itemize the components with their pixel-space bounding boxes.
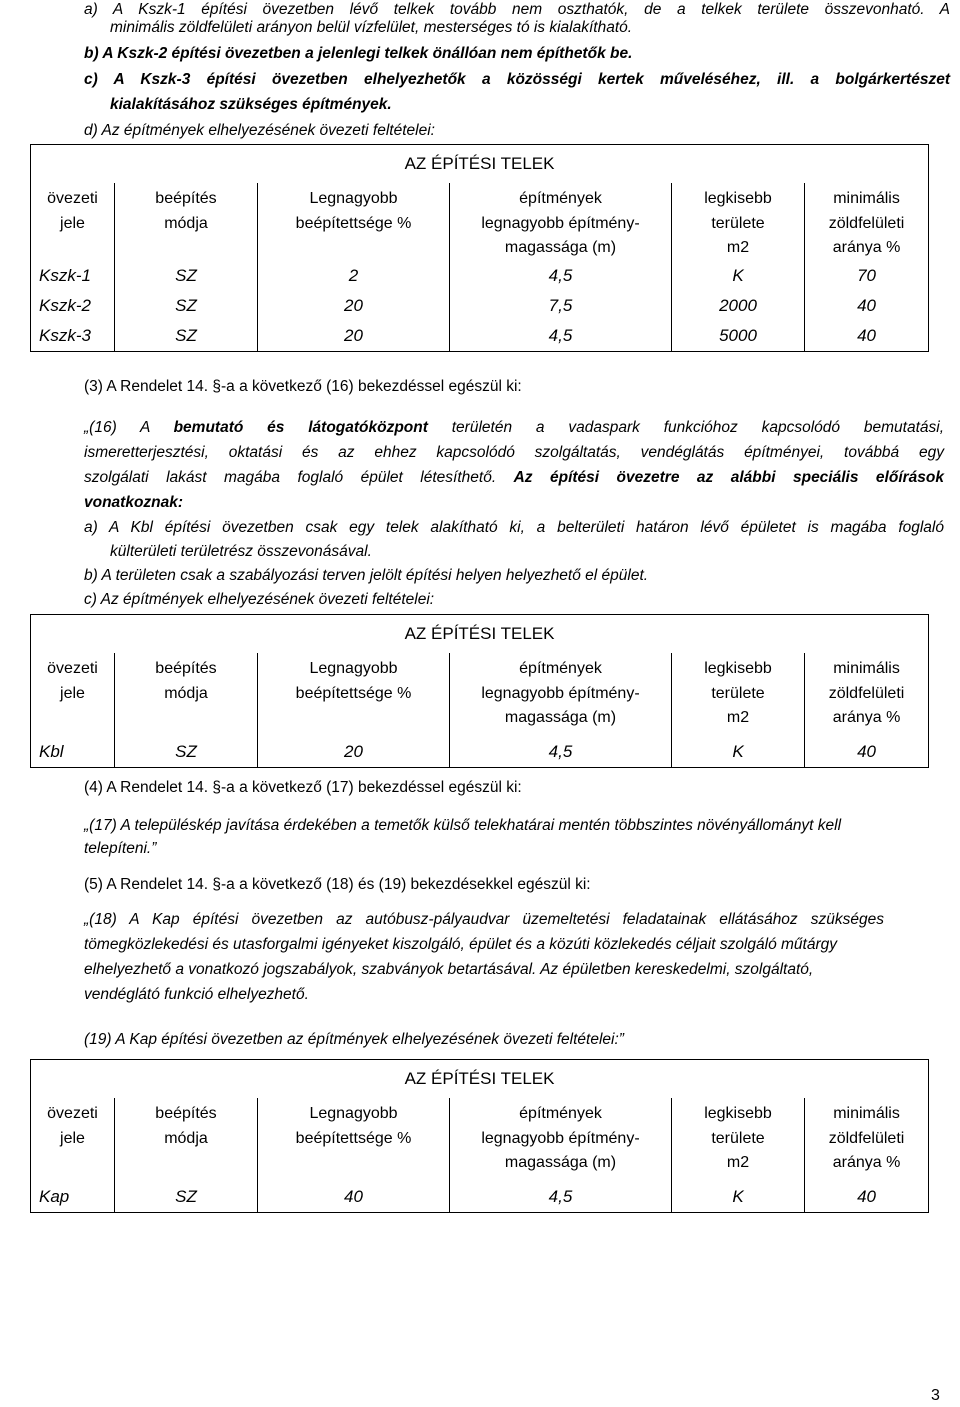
header-terulet: legkisebb területe m2 [672,183,805,261]
header-ovezeti-jele: övezeti jele [31,653,115,737]
text-line: b) A területen csak a szabályozási terven jelölt építési helyen helyezhető el épület. [84,567,649,584]
text-line: vendéglátó funkció elhelyezhető. [84,986,309,1003]
header-beepites-modja: beépítés módja [115,183,258,261]
page-number: 3 [931,1387,940,1404]
zoning-table-3 [30,1059,929,1213]
table-row: Kap SZ 40 4,5 K 40 [31,1182,929,1213]
header-beepitettseg: Legnagyobb beépítettsége % [258,1098,450,1182]
header-zoldfelulet: minimális zöldfelületi aránya % [805,653,929,737]
section-intro: (4) A Rendelet 14. §-a a következő (17) bekezdéssel egészül ki: [84,779,522,796]
zoning-table-2 [30,614,929,768]
text-line: c) Az építmények elhelyezésének övezeti feltételei: [84,591,435,608]
text-line: minimális zöldfelületi arányon belül vízfelület, mesterséges tó is kialakítható. [110,19,633,36]
text-line: kialakításához szükséges építmények. [110,96,392,113]
text-line: d) Az építmények elhelyezésének övezeti feltételei: [84,122,435,139]
text-line: „(16) A bemutató és látogatóközpont területén a vadaspark funkcióhoz kapcsolódó bemutatási, [84,419,944,436]
header-beepitettseg: Legnagyobb beépítettsége % [258,183,450,261]
header-terulet: legkisebb területe m2 [672,1098,805,1182]
text-line: telepíteni.” [84,840,157,857]
header-beepites-modja: beépítés módja [115,653,258,737]
section-intro: (3) A Rendelet 14. §-a a következő (16) bekezdéssel egészül ki: [84,378,522,395]
table-caption: AZ ÉPÍTÉSI TELEK [31,1060,929,1099]
text-line: (19) A Kap építési övezetben az építmények elhelyezésének övezeti feltételei:” [84,1031,624,1048]
table-row: Kszk-3 SZ 20 4,5 5000 40 [31,321,929,352]
text-line: c) A Kszk-3 építési övezetben elhelyezhetők a közösségi kertek műveléséhez, ill. a bolgárkertészet [84,71,950,88]
header-beepites-modja: beépítés módja [115,1098,258,1182]
table-caption: AZ ÉPÍTÉSI TELEK [31,615,929,654]
table-caption: AZ ÉPÍTÉSI TELEK [31,145,929,184]
text-line: tömegközlekedési és utasforgalmi igényeket kiszolgáló, épület és a közúti közlekedés céljait szolgáló műtárgy [84,936,838,953]
header-magassag: építmények legnagyobb építmény- magassága (m) [450,653,672,737]
text-line: ismeretterjesztési, oktatási és az ehhez kapcsolódó szolgáltatás, vendéglátás építményei, továbbá egy [84,444,944,461]
header-ovezeti-jele: övezeti jele [31,183,115,261]
header-terulet: legkisebb területe m2 [672,653,805,737]
header-beepitettseg: Legnagyobb beépítettsége % [258,653,450,737]
header-zoldfelulet: minimális zöldfelületi aránya % [805,183,929,261]
text-line: elhelyezhető a vonatkozó jogszabályok, szabványok betartásával. Az épületben kereskedelmi, szolgáltató, [84,961,814,978]
text-line: a) A Kszk-1 építési övezetben lévő telkek tovább nem oszthatók, de a telkek területe összevonható. A [84,1,950,18]
text-line: „(17) A településkép javítása érdekében a temetők külső telekhatárai mentén többszintes növényállományt kell [84,817,842,834]
table-row: Kbl SZ 20 4,5 K 40 [31,737,929,768]
header-ovezeti-jele: övezeti jele [31,1098,115,1182]
text-line: vonatkoznak: [84,494,184,511]
text-line: szolgálati lakást magába foglaló épület létesíthető. Az építési övezetre az alábbi speciális előírások [84,469,944,486]
header-magassag: építmények legnagyobb építmény- magassága (m) [450,1098,672,1182]
text-line: külterületi területrész összevonásával. [110,543,372,560]
text-line: b) A Kszk-2 építési övezetben a jelenlegi telkek önállóan nem építhetők be. [84,45,633,62]
text-line: „(18) A Kap építési övezetben az autóbusz-pályaudvar üzemeltetési feladatainak ellátásához szükséges [84,911,884,928]
text-line: a) A Kbl építési övezetben csak egy telek alakítható ki, a belterületi határon lévő épületet is magába foglaló [84,519,944,536]
header-zoldfelulet: minimális zöldfelületi aránya % [805,1098,929,1182]
table-row: Kszk-1 SZ 2 4,5 K 70 [31,261,929,291]
zoning-table-1 [30,144,929,352]
table-row: Kszk-2 SZ 20 7,5 2000 40 [31,291,929,321]
section-intro: (5) A Rendelet 14. §-a a következő (18) és (19) bekezdésekkel egészül ki: [84,876,591,893]
header-magassag: építmények legnagyobb építmény- magassága (m) [450,183,672,261]
